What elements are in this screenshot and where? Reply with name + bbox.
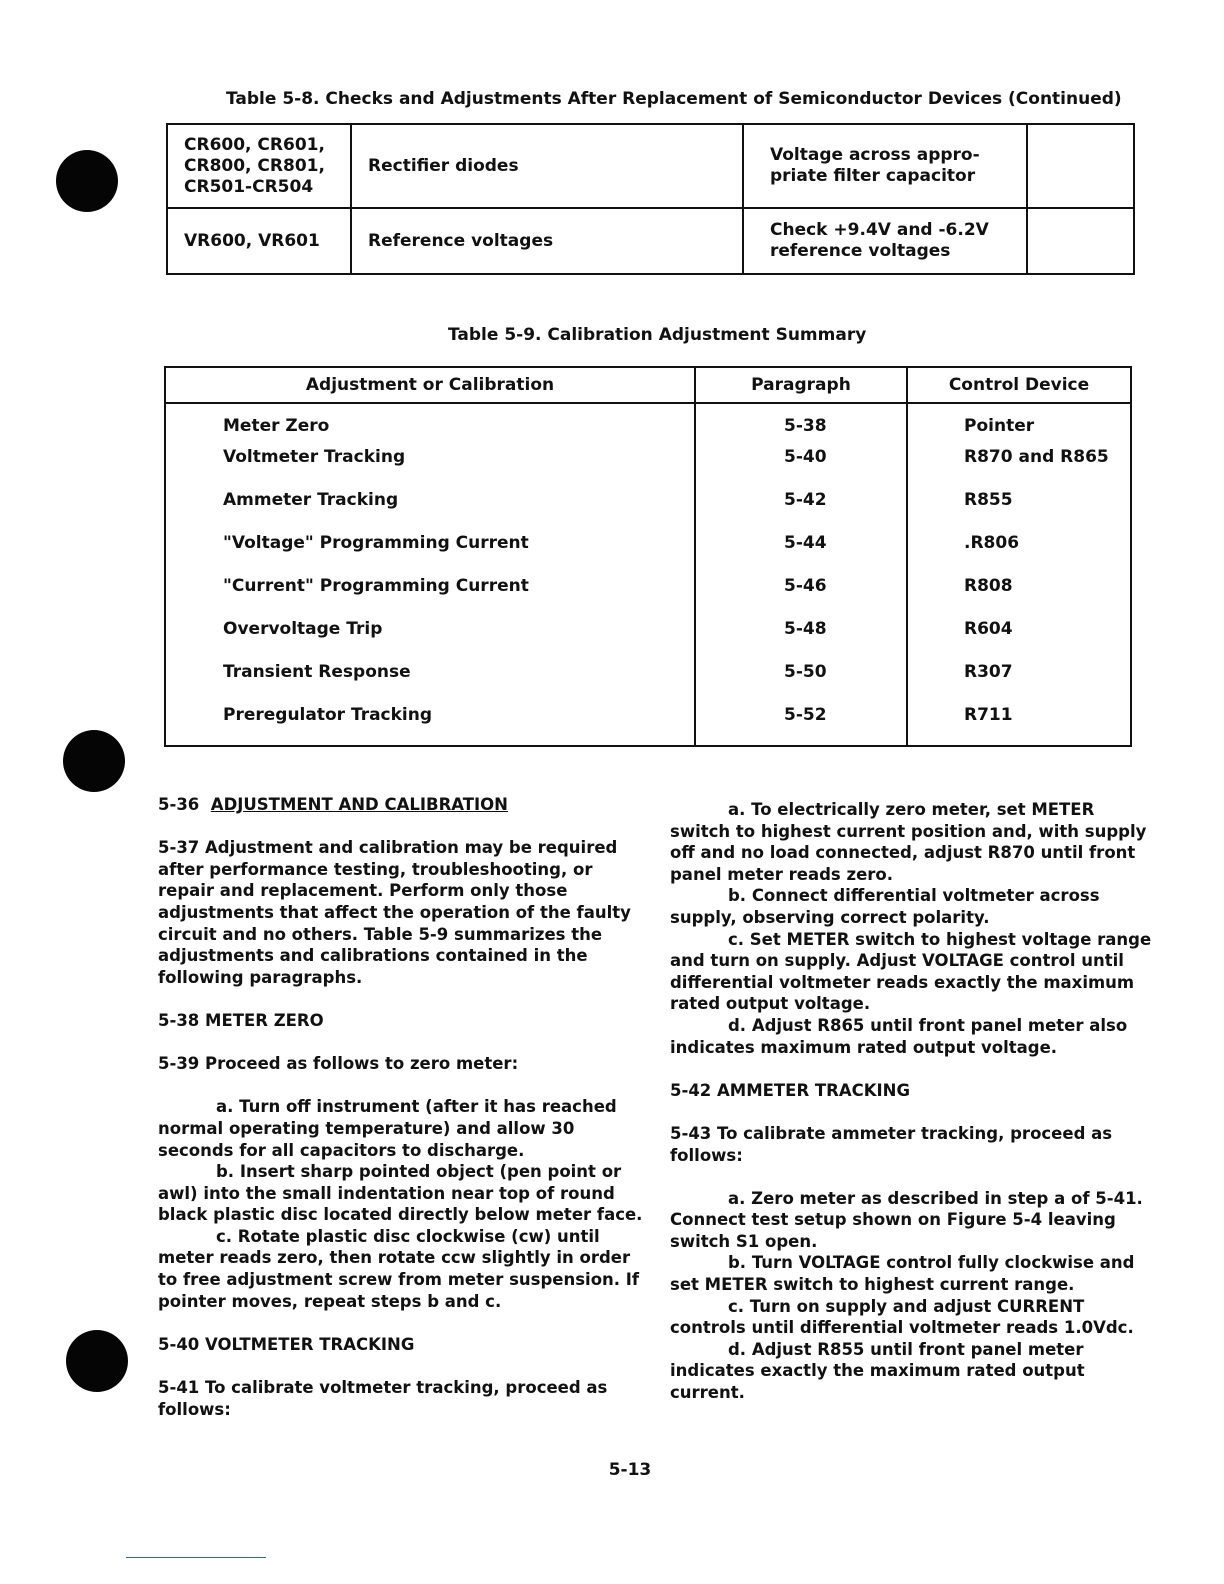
section-title: ADJUSTMENT AND CALIBRATION	[210, 795, 508, 814]
paragraph-cell: 5-50	[695, 662, 907, 705]
table-row	[167, 124, 1134, 208]
step-a: a. Turn off instrument (after it has reached normal operating temperature) and allow 30 seconds for all capacitors to discharge.	[158, 1097, 617, 1160]
function-cell: Reference voltages	[351, 208, 743, 274]
notes-cell	[1027, 124, 1134, 208]
section-5-38-heading: 5-38 METER ZERO	[158, 1010, 324, 1030]
adjustment-cell: Transient Response	[165, 662, 695, 705]
paragraph-cell: 5-40	[695, 447, 907, 490]
paragraph-cell: 5-38	[695, 403, 907, 447]
page-number: 5-13	[608, 1460, 652, 1480]
adjustment-cell: "Current" Programming Current	[165, 576, 695, 619]
table-row	[165, 705, 1131, 746]
step-c: c. Turn on supply and adjust CURRENT controls until differential voltmeter reads 1.0Vdc.	[670, 1296, 1134, 1338]
section-5-42-heading: 5-42 AMMETER TRACKING	[670, 1080, 911, 1100]
footer-rule	[126, 1557, 266, 1558]
control-device-cell: R870 and R865	[907, 447, 1131, 490]
section-5-40-heading: 5-40 VOLTMETER TRACKING	[158, 1334, 415, 1354]
left-column	[158, 794, 648, 1420]
control-device-cell: Pointer	[907, 403, 1131, 447]
table-row	[167, 208, 1134, 274]
table-5-8-caption: Table 5-8. Checks and Adjustments After Replacement of Semiconductor Devices (Continued)	[226, 89, 1122, 109]
adjustment-cell: Voltmeter Tracking	[165, 447, 695, 490]
paragraph-cell: 5-42	[695, 490, 907, 533]
adjustment-cell: Overvoltage Trip	[165, 619, 695, 662]
step-d: d. Adjust R865 until front panel meter also indicates maximum rated output voltage.	[670, 1015, 1128, 1057]
table-5-9	[164, 366, 1132, 747]
table-5-8	[166, 123, 1135, 275]
adjustment-cell: Meter Zero	[165, 403, 695, 447]
step-b: b. Turn VOLTAGE control fully clockwise and set METER switch to highest current range.	[670, 1253, 1135, 1295]
adjustment-cell: Preregulator Tracking	[165, 705, 695, 746]
notes-cell	[1027, 208, 1134, 274]
section-5-36-heading: 5-36 ADJUSTMENT AND CALIBRATION	[158, 795, 508, 814]
punch-hole-bottom	[66, 1330, 128, 1392]
function-cell: Rectifier diodes	[351, 124, 743, 208]
control-device-cell: R711	[907, 705, 1131, 746]
check-cell: Voltage across appro- priate filter capacitor	[743, 124, 1027, 208]
step-a: a. Zero meter as described in step a of 5-41. Connect test setup shown on Figure 5-4 leaving switch S1 open.	[670, 1188, 1143, 1251]
control-device-cell: R307	[907, 662, 1131, 705]
device-cell: VR600, VR601	[167, 208, 351, 274]
step-b: b. Insert sharp pointed object (pen point or awl) into the small indentation near top of round black plastic disc located directly below meter face.	[158, 1162, 643, 1225]
device-cell: CR600, CR601, CR800, CR801, CR501-CR504	[167, 124, 351, 208]
paragraph-cell: 5-52	[695, 705, 907, 746]
column-header: Control Device	[907, 367, 1131, 403]
paragraph-cell: 5-48	[695, 619, 907, 662]
paragraph-cell: 5-44	[695, 533, 907, 576]
column-header: Adjustment or Calibration	[165, 367, 695, 403]
control-device-cell: R604	[907, 619, 1131, 662]
step-c: c. Set METER switch to highest voltage range and turn on supply. Adjust VOLTAGE control until differential voltmeter reads exactly the maximum rated output voltage.	[670, 929, 1152, 1014]
paragraph-5-37: 5-37 Adjustment and calibration may be required after performance testing, troubleshooting, or repair and replacement. Perform only those adjustments that affect the operation of the faulty circuit and no others. Table 5-9 summarizes the adjustments and calibrations contained in the following paragraphs.	[158, 838, 631, 987]
paragraph-5-39: 5-39 Proceed as follows to zero meter:	[158, 1054, 519, 1074]
adjustment-cell: Ammeter Tracking	[165, 490, 695, 533]
column-header: Paragraph	[695, 367, 907, 403]
step-b: b. Connect differential voltmeter across supply, observing correct polarity.	[670, 886, 1100, 927]
table-row	[165, 619, 1131, 662]
table-header-row	[165, 367, 1131, 403]
control-device-cell: .R806	[907, 533, 1131, 576]
table-row	[165, 403, 1131, 447]
step-d: d. Adjust R855 until front panel meter indicates exactly the maximum rated output current.	[670, 1339, 1085, 1403]
paragraph-cell: 5-46	[695, 576, 907, 619]
paragraph-5-43: 5-43 To calibrate ammeter tracking, proceed as follows:	[670, 1123, 1113, 1165]
adjustment-cell: "Voltage" Programming Current	[165, 533, 695, 576]
table-row	[165, 662, 1131, 705]
table-row	[165, 576, 1131, 619]
table-row	[165, 533, 1131, 576]
punch-hole-middle	[63, 730, 125, 792]
control-device-cell: R808	[907, 576, 1131, 619]
table-row	[165, 490, 1131, 533]
punch-hole-top	[56, 150, 118, 212]
table-5-9-caption: Table 5-9. Calibration Adjustment Summary	[448, 325, 867, 345]
check-cell: Check +9.4V and -6.2V reference voltages	[743, 208, 1027, 274]
paragraph-5-41: 5-41 To calibrate voltmeter tracking, proceed as follows:	[158, 1378, 608, 1419]
table-row	[165, 447, 1131, 490]
control-device-cell: R855	[907, 490, 1131, 533]
step-a: a. To electrically zero meter, set METER switch to highest current position and, with supply off and no load connected, adjust R870 until front panel meter reads zero.	[670, 800, 1147, 884]
right-column	[670, 799, 1160, 1404]
step-c: c. Rotate plastic disc clockwise (cw) until meter reads zero, then rotate ccw slightly in order to free adjustment screw from meter suspension. If pointer moves, repeat steps b and c.	[158, 1226, 640, 1311]
